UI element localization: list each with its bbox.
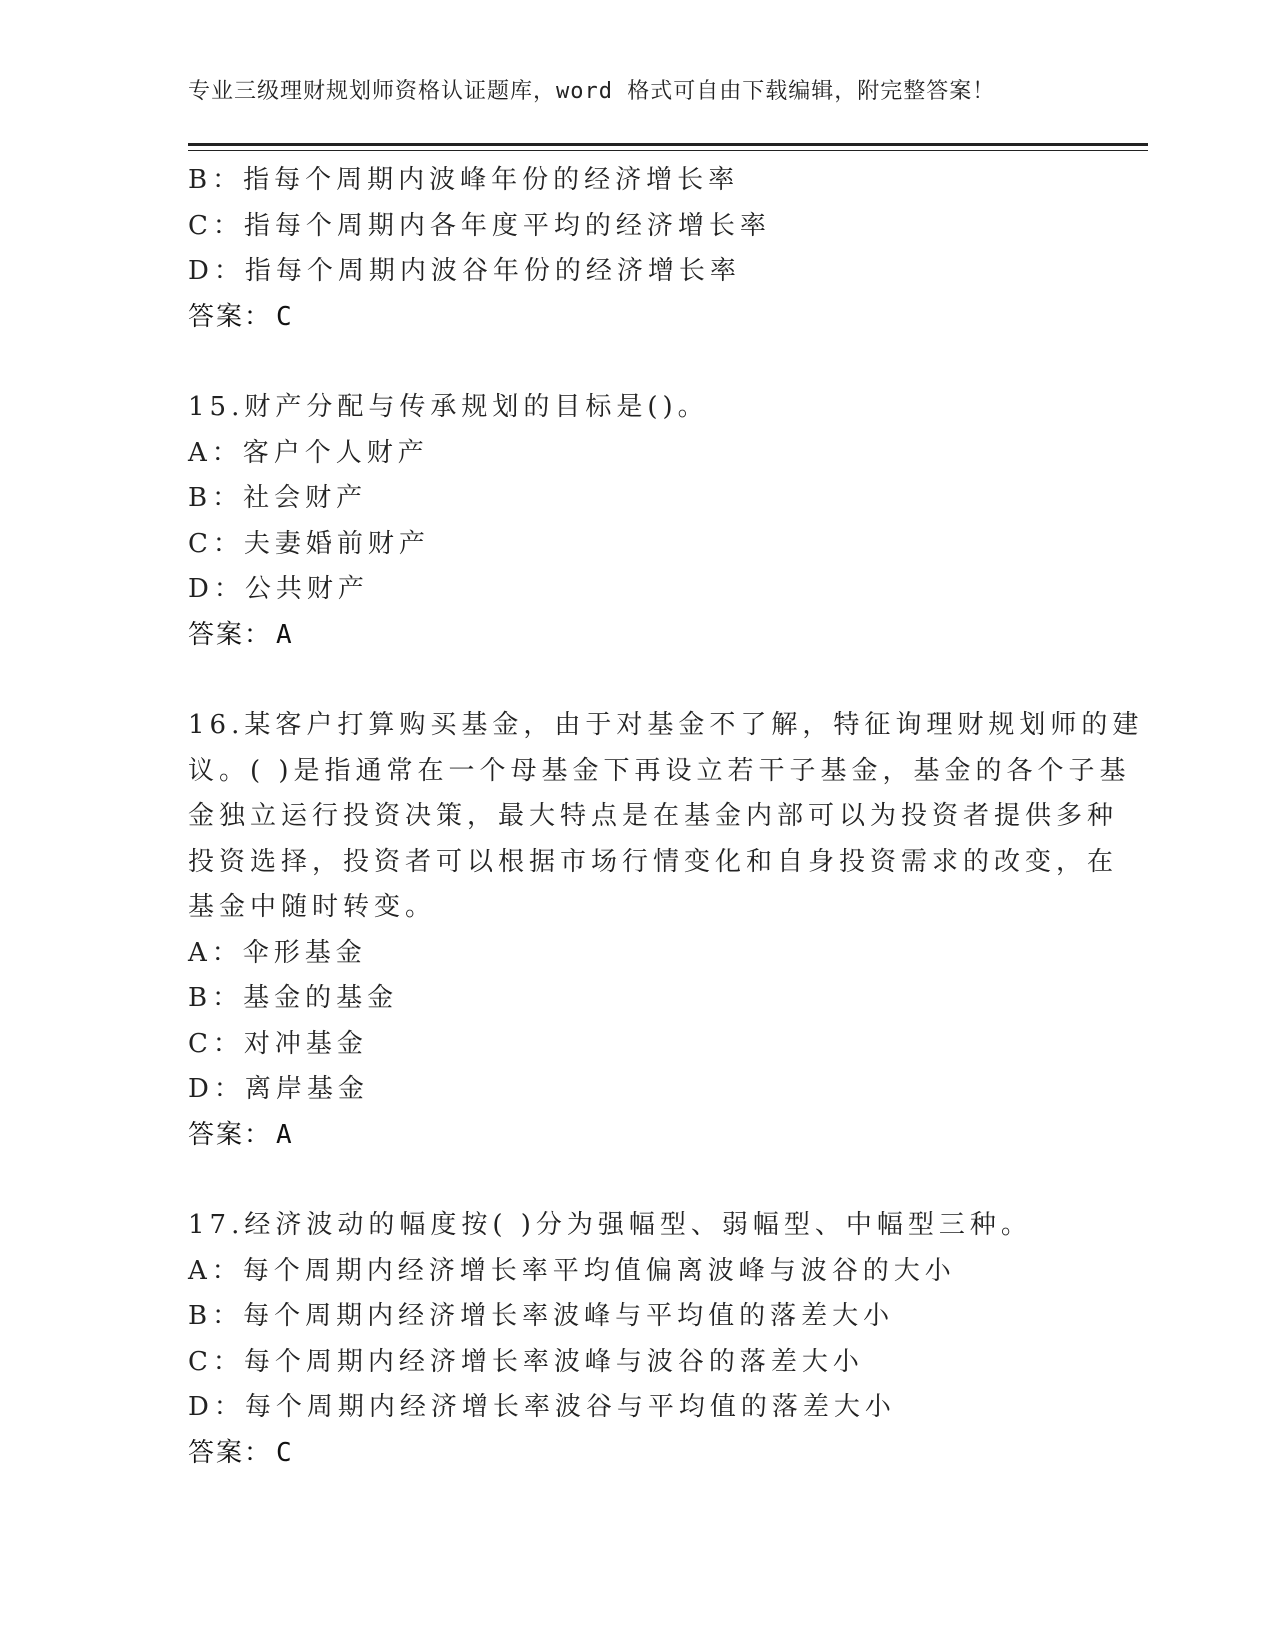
header-rule-thin bbox=[188, 150, 1148, 151]
answer-line bbox=[188, 1113, 1068, 1159]
answer-value: C bbox=[276, 301, 294, 332]
answer-line bbox=[188, 295, 1068, 341]
question-stem-line: 金独立运行投资决策，最大特点是在基金内部可以为投资者提供多种 bbox=[188, 801, 1119, 831]
question-14-continued bbox=[188, 158, 1068, 340]
page-header: 专业三级理财规划师资格认证题库，word 格式可自由下载编辑，附完整答案！ bbox=[188, 79, 996, 104]
question-16 bbox=[188, 703, 1144, 1158]
option-a: A：客户个人财产 bbox=[188, 437, 429, 468]
option-b: B：基金的基金 bbox=[188, 983, 399, 1013]
option-c: C：对冲基金 bbox=[188, 1028, 368, 1059]
question-17 bbox=[188, 1203, 1068, 1476]
option-c: C：夫妻婚前财产 bbox=[188, 528, 430, 559]
answer-label: 答案： bbox=[188, 1119, 273, 1150]
answer-label: 答案： bbox=[188, 1437, 273, 1468]
option-b: B：指每个周期内波峰年份的经济增长率 bbox=[188, 165, 740, 195]
question-stem: 17.经济波动的幅度按( )分为强幅型、弱幅型、中幅型三种。 bbox=[188, 1210, 1032, 1240]
option-d: D：每个周期内经济增长率波谷与平均值的落差大小 bbox=[188, 1392, 896, 1422]
spacer bbox=[188, 1158, 1068, 1203]
question-stem: 15.财产分配与传承规划的目标是()。 bbox=[188, 392, 709, 422]
spacer bbox=[188, 340, 1068, 385]
question-list bbox=[188, 158, 1144, 1476]
answer-line bbox=[188, 1431, 1068, 1477]
answer-value: C bbox=[276, 1437, 294, 1468]
option-b: B：每个周期内经济增长率波峰与平均值的落差大小 bbox=[188, 1301, 895, 1331]
answer-line bbox=[188, 613, 1068, 659]
option-d: D：公共财产 bbox=[188, 574, 369, 604]
option-b: B：社会财产 bbox=[188, 483, 368, 513]
question-15 bbox=[188, 385, 1068, 658]
answer-label: 答案： bbox=[188, 619, 273, 650]
option-a: A：伞形基金 bbox=[188, 937, 367, 968]
question-stem-line: 投资选择，投资者可以根据市场行情变化和自身投资需求的改变，在 bbox=[188, 846, 1119, 877]
option-c: C：指每个周期内各年度平均的经济增长率 bbox=[188, 210, 771, 241]
answer-label: 答案： bbox=[188, 301, 273, 332]
option-d: D：指每个周期内波谷年份的经济增长率 bbox=[188, 256, 741, 286]
question-stem-line: 基金中随时转变。 bbox=[188, 892, 437, 922]
spacer bbox=[188, 658, 1068, 703]
option-a: A：每个周期内经济增长率平均值偏离波峰与波谷的大小 bbox=[188, 1255, 956, 1286]
option-c: C：每个周期内经济增长率波峰与波谷的落差大小 bbox=[188, 1346, 864, 1377]
question-stem-line: 16.某客户打算购买基金，由于对基金不了解，特征询理财规划师的建 bbox=[188, 710, 1144, 740]
answer-value: A bbox=[276, 619, 294, 650]
option-d: D：离岸基金 bbox=[188, 1074, 369, 1104]
header-rule-thick bbox=[188, 143, 1148, 146]
answer-value: A bbox=[276, 1119, 294, 1150]
question-stem-line: 议。( )是指通常在一个母基金下再设立若干子基金，基金的各个子基 bbox=[188, 755, 1131, 786]
